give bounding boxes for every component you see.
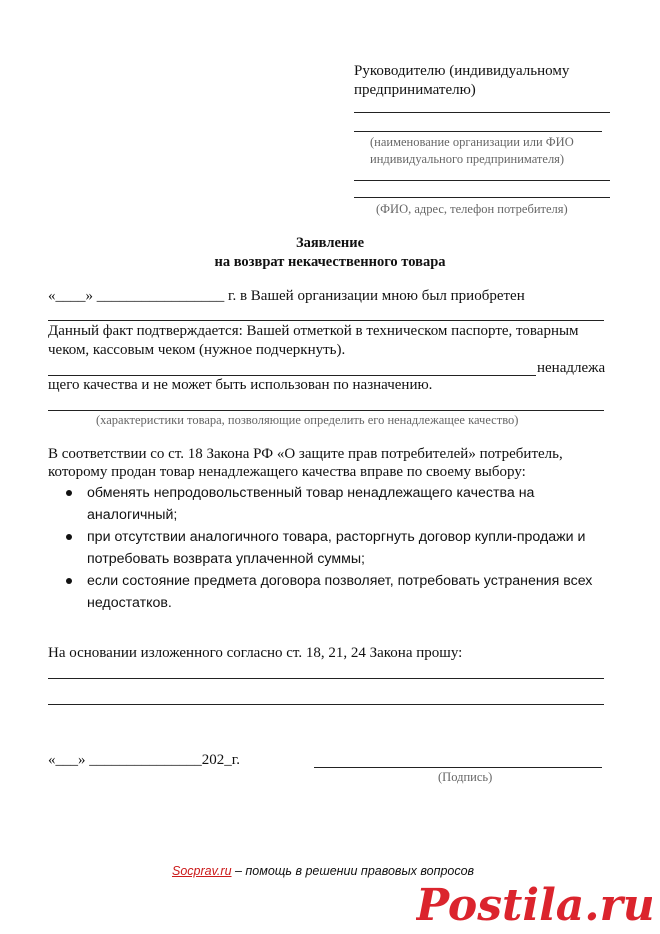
option-1-line-1: обменять непродовольственный товар ненадлежащего качества на xyxy=(87,485,535,501)
list-item xyxy=(64,526,624,570)
option-3-line-1: если состояние предмета договора позволяет, потребовать устранения всех xyxy=(87,573,593,589)
hint-consumer: (ФИО, адрес, телефон потребителя) xyxy=(376,202,568,216)
option-3-line-2: недостатков. xyxy=(87,595,172,611)
blank-line xyxy=(354,112,610,113)
consumer-options-list xyxy=(64,482,624,614)
document-subtitle: на возврат некачественного товара xyxy=(214,254,446,270)
bullet-icon xyxy=(66,490,72,496)
date-line: «___» _______________202_г. xyxy=(48,752,240,768)
law-line-1: В соответствии со ст. 18 Закона РФ «О защите прав потребителей» потребитель, xyxy=(48,446,563,462)
option-2-line-1: при отсутствии аналогичного товара, расторгнуть договор купли-продажи и xyxy=(87,529,586,545)
footer-tagline: – помощь в решении правовых вопросов xyxy=(231,864,475,878)
addressee-line-1: Руководителю (индивидуальному xyxy=(354,63,570,79)
blank-line xyxy=(48,320,604,321)
site-link[interactable]: Socprav.ru xyxy=(172,864,232,878)
list-item xyxy=(64,570,624,614)
defect-line-2: щего качества и не может быть использован по назначению. xyxy=(48,377,433,393)
law-line-2: которому продан товар ненадлежащего качества вправе по своему выбору: xyxy=(48,464,526,480)
defect-suffix: ненадлежа xyxy=(537,360,606,376)
blank-line xyxy=(48,704,604,705)
blank-line xyxy=(354,197,610,198)
option-1-line-2: аналогичный; xyxy=(87,507,178,523)
list-item xyxy=(64,482,624,526)
option-2-line-2: потребовать возврата уплаченной суммы; xyxy=(87,551,365,567)
postila-watermark xyxy=(416,876,652,928)
blank-line xyxy=(48,375,536,376)
postila-logo-text: Postila.ru xyxy=(416,880,652,928)
hint-characteristics: (характеристики товара, позволяющие определить его ненадлежащее качество) xyxy=(96,413,519,427)
blank-line xyxy=(48,410,604,411)
signature-line xyxy=(314,767,602,768)
blank-line xyxy=(354,131,602,132)
blank-line xyxy=(354,180,610,181)
document-title: Заявление xyxy=(295,235,365,251)
request-line: На основании изложенного согласно ст. 18, 21, 24 Закона прошу: xyxy=(48,645,463,661)
bullet-icon xyxy=(66,534,72,540)
confirmation-line-2: чеком, кассовым чеком (нужное подчеркнуть). xyxy=(48,342,346,358)
hint-organization-line-2: индивидуального предпринимателя) xyxy=(370,152,565,166)
hint-signature: (Подпись) xyxy=(438,770,493,784)
addressee-line-2: предпринимателю) xyxy=(354,82,476,98)
purchase-date-line: «____» _________________ г. в Вашей организации мною был приобретен xyxy=(48,288,525,304)
bullet-icon xyxy=(66,578,72,584)
postila-logo-icon xyxy=(416,876,652,928)
confirmation-line-1: Данный факт подтверждается: Вашей отметкой в техническом паспорте, товарным xyxy=(48,323,579,339)
blank-line xyxy=(48,678,604,679)
hint-organization-line-1: (наименование организации или ФИО xyxy=(370,135,574,149)
